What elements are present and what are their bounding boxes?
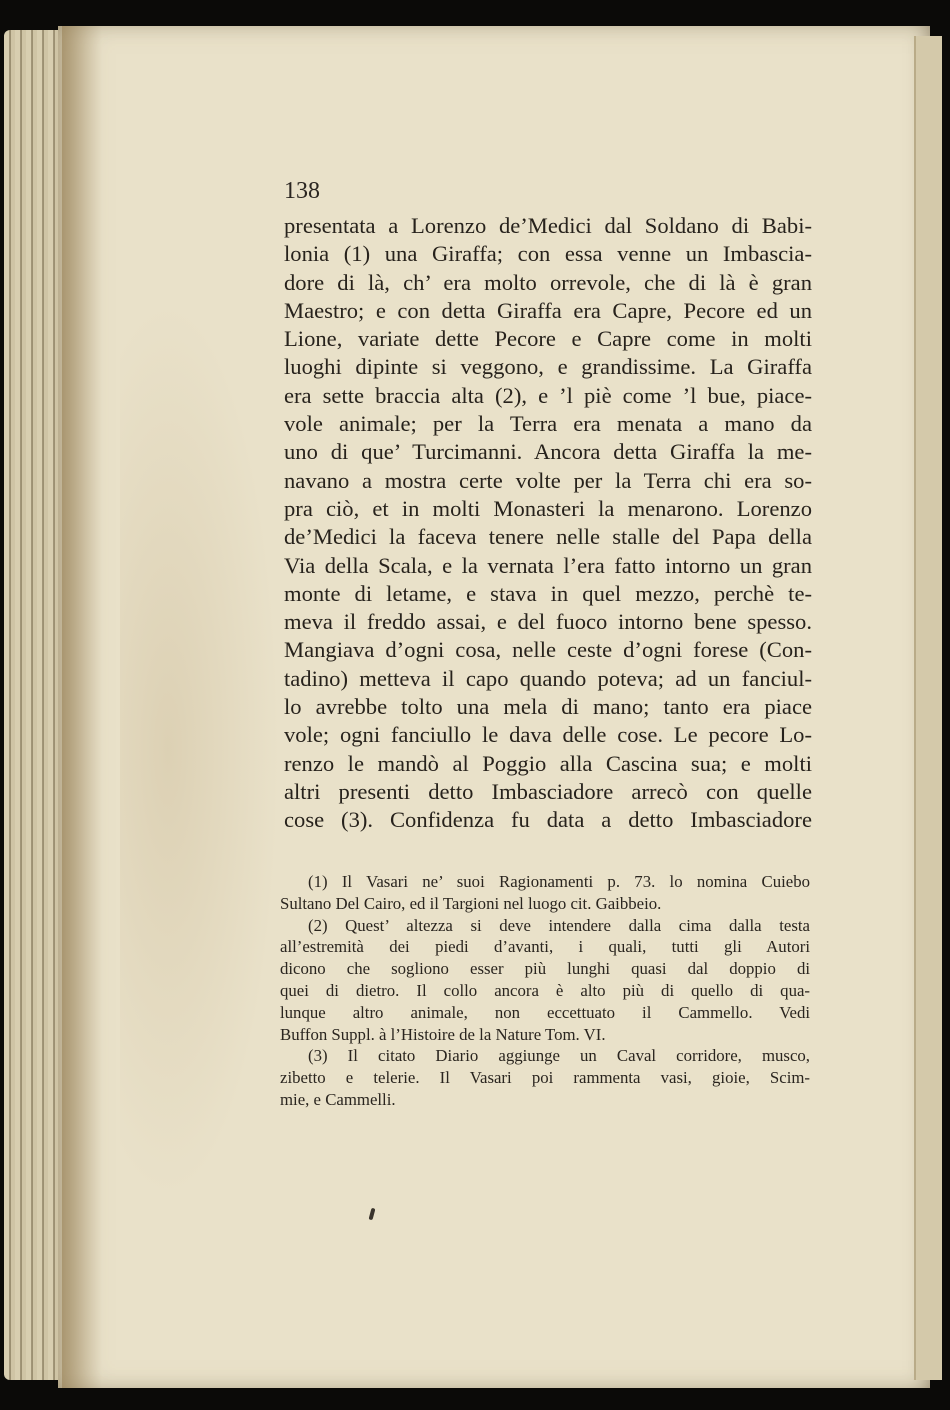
text-line: Via della Scala, e la vernata l’era fatto intorno un gran (284, 552, 812, 578)
text-line: tadino) metteva il capo quando poteva; ad un fanciul- (284, 665, 812, 691)
text-line: uno di que’ Turcimanni. Ancora detta Giraffa la me- (284, 439, 812, 465)
text-line: monte di letame, e stava in quel mezzo, perchè te- (284, 580, 812, 606)
text-line: renzo le mandò al Poggio alla Cascina sua; e molti (284, 750, 812, 776)
text-line: Lione, variate dette Pecore e Capre come in molti (284, 326, 812, 352)
text-line: altri presenti detto Imbasciadore arrecò con quelle (284, 778, 812, 804)
book-page-edges (4, 30, 66, 1380)
text-line: luoghi dipinte si veggono, e grandissime. La Giraffa (284, 354, 812, 380)
text-line: vole animale; per la Terra era menata a mano da (284, 411, 812, 437)
text-line: vole; ogni fanciullo le dava delle cose. Le pecore Lo- (284, 722, 812, 748)
page-stain (120, 300, 280, 1200)
footnote-2-line: quei di dietro. Il collo ancora è alto più di quello di qua- (280, 980, 810, 1000)
footnote-1-line: (1) Il Vasari ne’ suoi Ragionamenti p. 73. lo nomina Cuiebo (308, 872, 810, 891)
text-line: pra ciò, et in molti Monasteri la menarono. Lorenzo (284, 495, 812, 521)
text-line: dore di là, ch’ era molto orrevole, che di là è gran (284, 269, 812, 295)
footnotes (280, 871, 810, 1111)
main-text (284, 212, 812, 835)
page-number: 138 (284, 178, 320, 204)
footnote-3-line: zibetto e telerie. Il Vasari poi rammenta vasi, gioie, Scim- (280, 1068, 810, 1088)
text-line: presentata a Lorenzo de’Medici dal Soldano di Babi- (284, 213, 812, 238)
text-line: Maestro; e con detta Giraffa era Capre, Pecore ed un (284, 297, 812, 323)
text-line: navano a mostra certe volte per la Terra chi era so- (284, 467, 812, 493)
right-page-edge (914, 36, 942, 1380)
text-line: Mangiava d’ogni cosa, nelle ceste d’ogni forese (Con- (284, 637, 812, 663)
text-line: era sette braccia alta (2), e ’l piè come ’l bue, piace- (284, 382, 812, 408)
footnote-3-line: (3) Il citato Diario aggiunge un Caval corridore, musco, (308, 1046, 810, 1066)
footnote-1-line: Sultano Del Cairo, ed il Targioni nel luogo cit. Gaibbeio. (280, 893, 662, 913)
footnote-2-line: all’estremità dei piedi d’avanti, i quali, tutti gli Autori (280, 937, 810, 957)
footnote-2-line: Buffon Suppl. à l’Histoire de la Nature Tom. VI. (280, 1024, 606, 1044)
footnote-2-line: (2) Quest’ altezza si deve intendere dalla cima dalla testa (308, 915, 810, 935)
footnote-3-line: mie, e Cammelli. (280, 1089, 396, 1109)
text-line: lonia (1) una Giraffa; con essa venne un Imbascia- (284, 241, 812, 267)
text-line: cose (3). Confidenza fu data a detto Imbasciadore (284, 807, 812, 833)
text-line: meva il freddo assai, e del fuoco intorno bene spesso. (284, 609, 812, 635)
footnote-2-line: lunque altro animale, non eccettuato il Cammello. Vedi (280, 1002, 810, 1022)
page-fold-shadow (62, 26, 102, 1388)
footnote-2-line: dicono che sogliono esser più lunghi quasi dal doppio di (280, 959, 810, 979)
text-line: de’Medici la faceva tenere nelle stalle del Papa della (284, 524, 812, 550)
text-line: lo avrebbe tolto una mela di mano; tanto era piace (284, 694, 812, 720)
